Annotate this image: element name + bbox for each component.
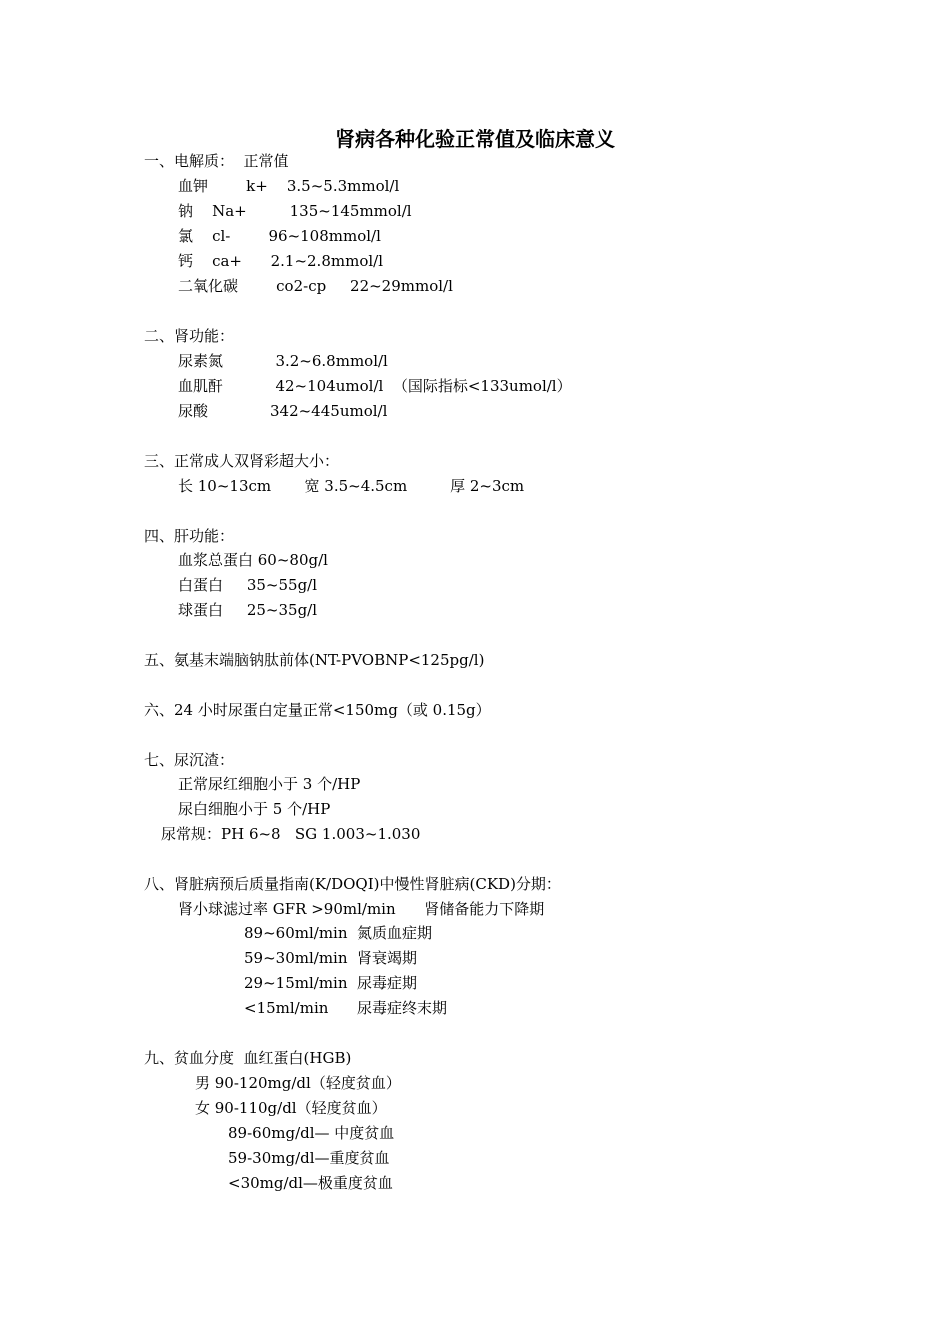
urine-sediment-line: 正常尿红细胞小于 3 个/HP	[178, 775, 361, 793]
section-heading-ckd-staging: 八、肾脏病预后质量指南(K/DOQI)中慢性肾脏病(CKD)分期：	[144, 875, 561, 893]
ckd-stage-line: 89~60ml/min 氮质血症期	[244, 924, 433, 942]
kidney-size-line: 长 10~13cm 宽 3.5~4.5cm 厚 2~3cm	[178, 477, 525, 495]
renal-function-line: 尿素氮 3.2~6.8mmol/l	[178, 352, 388, 370]
section-heading-anemia-grading: 九、贫血分度 血红蛋白(HGB)	[144, 1049, 352, 1067]
electrolyte-line: 钠 Na+ 135~145mmol/l	[178, 202, 412, 220]
ckd-stage-line: <15ml/min 尿毒症终末期	[244, 999, 448, 1017]
liver-function-line: 球蛋白 25~35g/l	[178, 601, 318, 619]
section-heading-nt-probnp: 五、氨基末端脑钠肽前体(NT-PVOBNP<125pg/l)	[144, 651, 485, 669]
ckd-stage-line: 肾小球滤过率 GFR >90ml/min 肾储备能力下降期	[178, 900, 545, 918]
anemia-grade-line: <30mg/dl—极重度贫血	[228, 1174, 393, 1192]
section-heading-liver-function: 四、肝功能：	[144, 527, 235, 545]
urine-routine-line: 尿常规：PH 6~8 SG 1.003~1.030	[161, 825, 421, 843]
electrolyte-line: 钙 ca+ 2.1~2.8mmol/l	[178, 252, 383, 270]
anemia-grade-line: 男 90-120mg/dl（轻度贫血）	[195, 1074, 401, 1092]
anemia-grade-line: 89-60mg/dl— 中度贫血	[228, 1124, 395, 1142]
liver-function-line: 血浆总蛋白 60~80g/l	[178, 551, 328, 569]
section-heading-renal-function: 二、肾功能：	[144, 327, 235, 345]
anemia-grade-line: 女 90-110g/dl（轻度贫血）	[195, 1099, 387, 1117]
section-heading-urine-sediment: 七、尿沉渣：	[144, 751, 235, 769]
electrolyte-line: 二氧化碳 co2-cp 22~29mmol/l	[178, 277, 453, 295]
renal-function-line: 血肌酐 42~104umol/l （国际指标<133umol/l）	[178, 377, 572, 395]
page-title: 肾病各种化验正常值及临床意义	[335, 127, 615, 151]
ckd-stage-line: 29~15ml/min 尿毒症期	[244, 974, 418, 992]
electrolyte-line: 血钾 k+ 3.5~5.3mmol/l	[178, 177, 400, 195]
electrolyte-line: 氯 cl- 96~108mmol/l	[178, 227, 381, 245]
section-heading-kidney-ultrasound: 三、正常成人双肾彩超大小：	[144, 452, 340, 470]
urine-sediment-line: 尿白细胞小于 5 个/HP	[178, 800, 331, 818]
section-heading-electrolytes: 一、电解质： 正常值	[144, 152, 289, 170]
liver-function-line: 白蛋白 35~55g/l	[178, 576, 318, 594]
section-heading-urine-protein: 六、24 小时尿蛋白定量正常<150mg（或 0.15g）	[144, 701, 491, 719]
anemia-grade-line: 59-30mg/dl—重度贫血	[228, 1149, 390, 1167]
renal-function-line: 尿酸 342~445umol/l	[178, 402, 388, 420]
ckd-stage-line: 59~30ml/min 肾衰竭期	[244, 949, 418, 967]
